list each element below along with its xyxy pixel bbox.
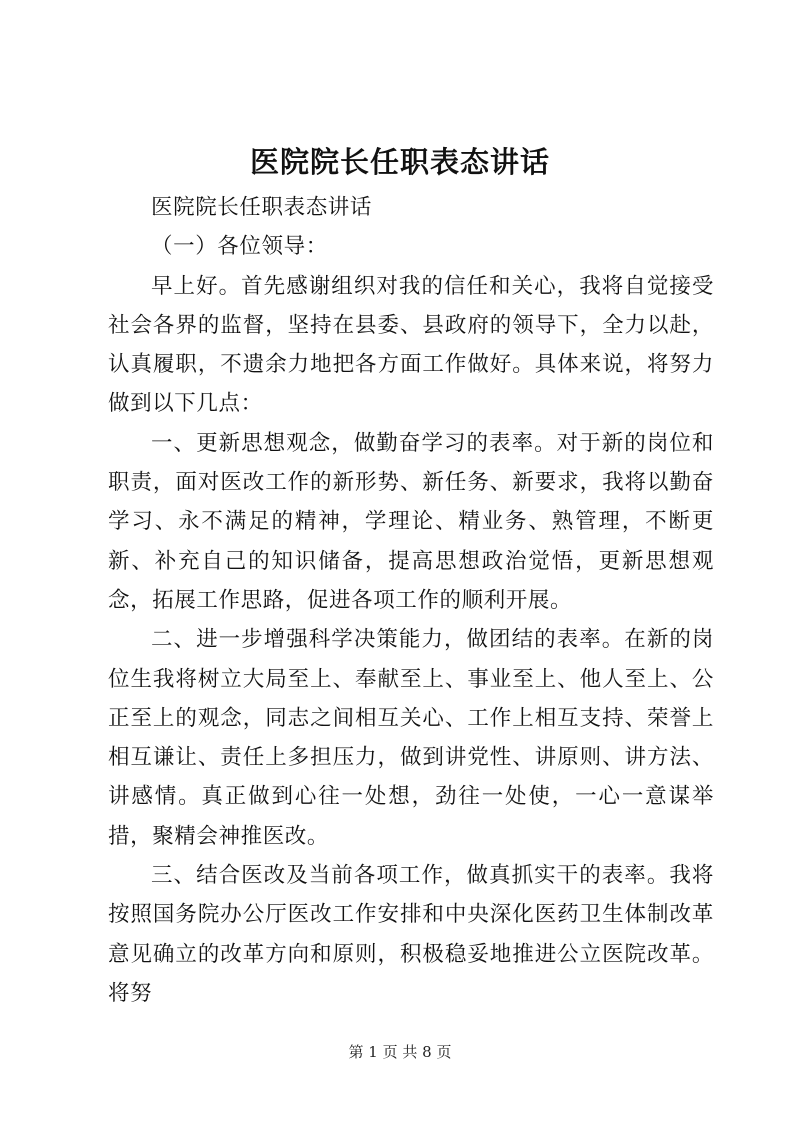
- paragraph-point-two: 二、进一步增强科学决策能力，做团结的表率。在新的岗位生我将树立大局至上、奉献至上、事业至上、他人至上、公正至上的观念，同志之间相互关心、工作上相互支持、荣誉上相互谦让、责任上多担压力，做到讲党性、讲原则、讲方法、讲感情。真正做到心往一处想，劲往一处使，一心一意谋举措，聚精会神推医改。: [108, 627, 714, 849]
- document-title: 医院院长任职表态讲话: [249, 145, 550, 179]
- page-number-label: 第 1 页 共 8 页: [348, 1043, 452, 1061]
- page-footer: [0, 1042, 800, 1062]
- paragraph-intro: 早上好。首先感谢组织对我的信任和关心，我将自觉接受社会各界的监督，坚持在县委、县政府的领导下，全力以赴，认真履职，不遗余力地把各方面工作做好。具体来说，将努力做到以下几点：: [108, 273, 714, 417]
- paragraph-point-three: 三、结合医改及当前各项工作，做真抓实干的表率。我将按照国务院办公厅医改工作安排和中央深化医药卫生体制改革意见确立的改革方向和原则，积极稳妥地推进公立医院改革。将努: [108, 863, 714, 1006]
- paragraph-subtitle: 医院院长任职表态讲话: [151, 195, 373, 220]
- document-body: [108, 188, 714, 1013]
- paragraph-point-one: 一、更新思想观念，做勤奋学习的表率。对于新的岗位和职责，面对医改工作的新形势、新任务、新要求，我将以勤奋学习、永不满足的精神，学理论、精业务、熟管理，不断更新、补充自己的知识储备，提高思想政治觉悟，更新思想观念，拓展工作思路，促进各项工作的顺利开展。: [108, 430, 714, 613]
- paragraph-salutation: （一）各位领导：: [151, 234, 328, 260]
